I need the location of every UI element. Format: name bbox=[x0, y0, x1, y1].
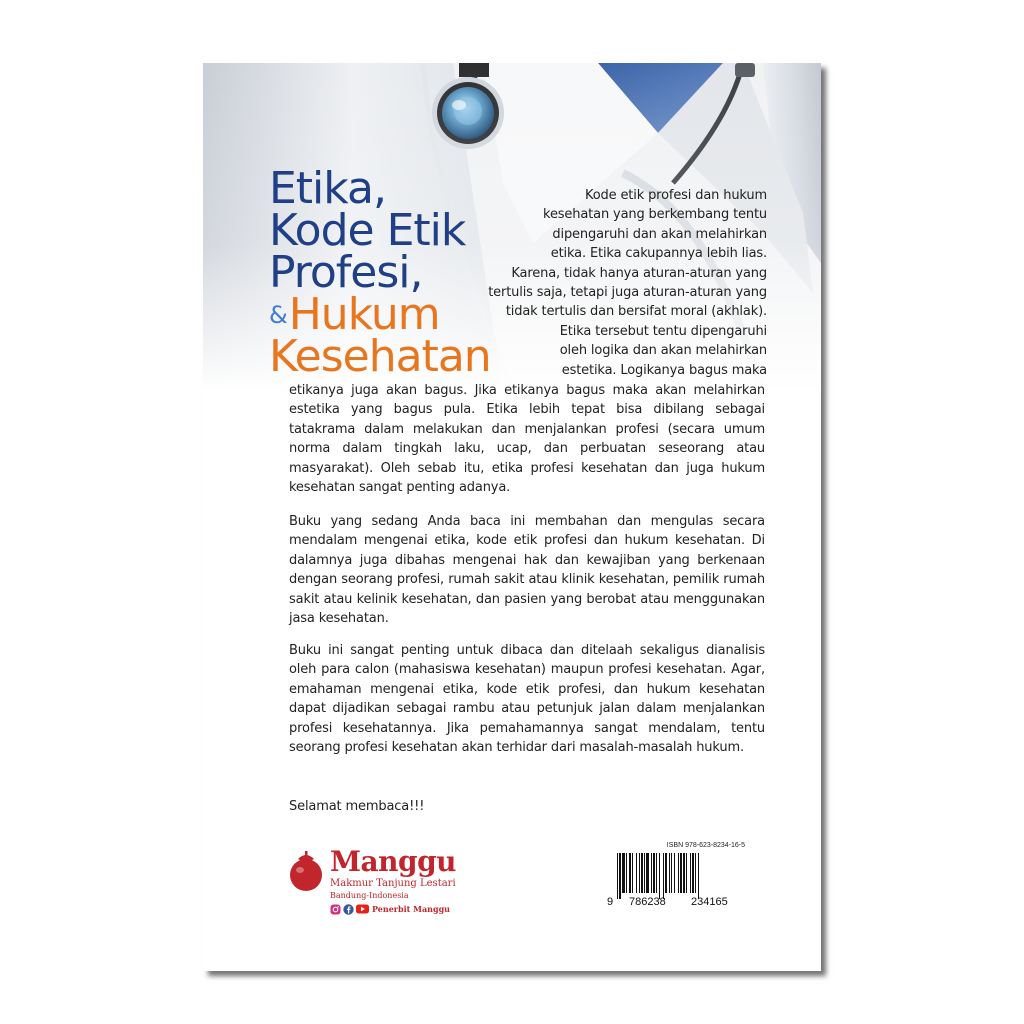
barcode-digits-left: 786238 bbox=[629, 896, 666, 908]
book-back-cover bbox=[203, 63, 821, 971]
youtube-icon bbox=[356, 904, 369, 914]
publisher-name: Manggu bbox=[330, 845, 457, 878]
instagram-icon bbox=[330, 904, 341, 915]
barcode-digits-right: 234165 bbox=[691, 896, 728, 908]
intro-line: dipengaruhi dan akan melahirkan bbox=[552, 226, 767, 242]
mangosteen-icon bbox=[286, 849, 326, 893]
intro-line: oleh logika dan akan melahirkan bbox=[559, 343, 767, 359]
intro-line: kesehatan yang berkembang tentu bbox=[543, 207, 767, 223]
intro-paragraph bbox=[455, 186, 767, 380]
paragraph-2: Buku yang sedang Anda baca ini membahan dan mengulas secara mendalam mengenai etika, kode etik profesi dan hukum kesehatan. Di dalamnya juga dibahas mengenai hak dan kewajiban yang berkenaan dengan seorang profesi, rumah sakit atau klinik kesehatan, pemilik rumah sakit atau kelinik kesehatan, dan pasien yang berobat atau menggunakan jasa kesehatan. bbox=[289, 514, 765, 627]
intro-line: Etika tersebut tentu dipengaruhi bbox=[559, 323, 767, 339]
intro-line: Karena, tidak hanya aturan-aturan yang bbox=[511, 265, 767, 281]
title-line-kesehatan: Kesehatan bbox=[269, 331, 491, 382]
intro-line: tertulis saja, tetapi juga aturan-aturan yang bbox=[488, 285, 767, 301]
closing-line: Selamat membaca!!! bbox=[289, 799, 425, 814]
barcode-digit-prefix: 9 bbox=[607, 896, 614, 908]
paragraph-1-continued: etikanya juga akan bagus. Jika etikanya bagus maka akan melahirkan estetika yang bagus pula. Etika lebih tepat bisa dibilang sebagai tatakrama dalam melakukan dan menjalankan profesi (secara umum norma dalam tingkah laku, ucap, dan perbuatan seseorang atau masyarakat). Oleh sebab itu, etika profesi kesehatan dan juga hukum kesehatan sangat penting adanya. bbox=[289, 383, 765, 496]
isbn-barcode bbox=[605, 839, 745, 919]
social-handle: Penerbit Manggu bbox=[372, 904, 450, 914]
intro-line: tidak tertulis dan bersifat moral (akhlak). bbox=[505, 304, 767, 320]
intro-line: Kode etik profesi dan hukum bbox=[585, 188, 767, 203]
paragraph-3: Buku ini sangat penting untuk dibaca dan ditelaah sekaligus dianalisis oleh para calon (mahasiswa kesehatan) maupun profesi kesehatan. Agar, emahaman mengenai etika, kode etik profesi, dan hukum kesehatan dapat dijadikan sebagai rambu atau petunjuk jalan dalam menjalankan profesi kesehatannya. Jika pemahamannya sangat mendalam, tentu seorang profesi kesehatan akan terhidar dari masalah-masalah hukum. bbox=[289, 643, 765, 756]
publisher-tagline: Makmur Tanjung Lestari bbox=[330, 878, 456, 889]
social-media-row bbox=[330, 903, 450, 915]
intro-line: etika. Etika cakupannya lebih lias. bbox=[550, 246, 767, 262]
title-ampersand: & bbox=[269, 301, 287, 329]
publisher-city: Bandung-Indonesia bbox=[330, 891, 409, 900]
intro-line: estetika. Logikanya bagus maka bbox=[561, 362, 767, 378]
facebook-icon bbox=[343, 904, 354, 915]
title-line-etika: Etika, bbox=[269, 163, 386, 214]
title-line-kode-etik: Kode Etik bbox=[269, 205, 466, 256]
barcode-bars bbox=[605, 853, 745, 901]
publisher-logo bbox=[286, 847, 486, 919]
title-hukum-text: Hukum bbox=[288, 289, 440, 340]
isbn-number: ISBN 978-623-8234-16-5 bbox=[666, 842, 745, 849]
title-line-profesi: Profesi, bbox=[269, 247, 423, 298]
